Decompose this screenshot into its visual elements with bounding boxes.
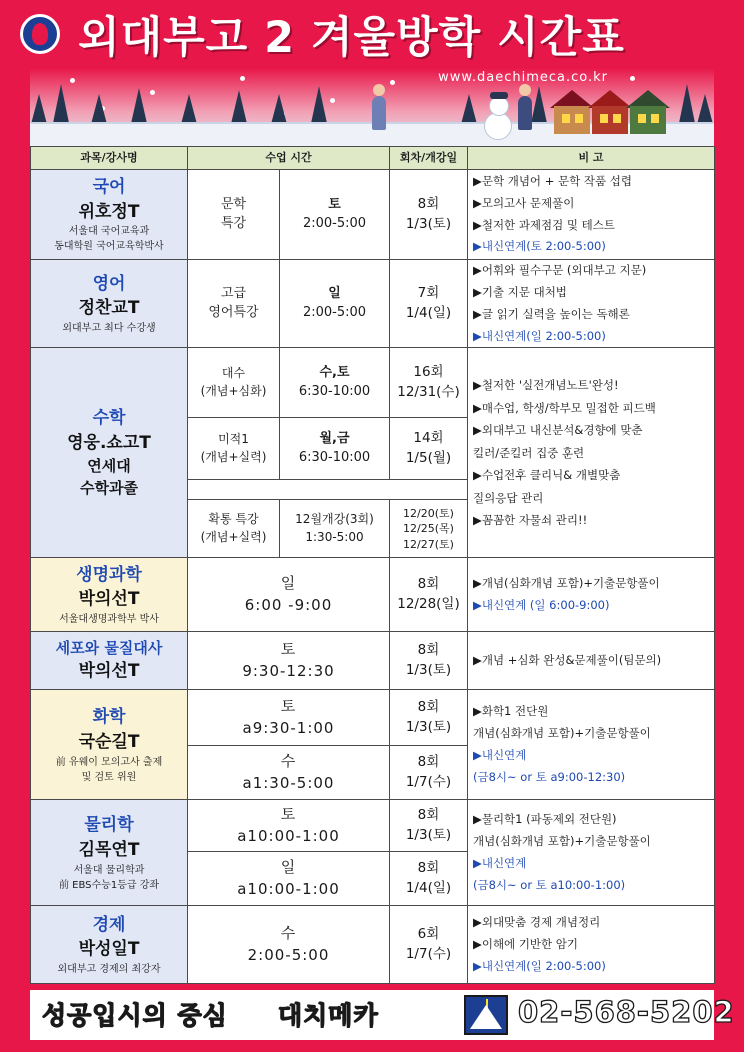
slogan-text: 성공입시의 중심 <box>42 1001 228 1030</box>
remarks-biology: ▶개념(심화개념 포함)+기출문항풀이 ▶내신연계 (일 6:00-9:00) <box>468 558 715 632</box>
remarks-math: ▶철저한 '실전개념노트'완성! ▶매수업, 학생/학부모 밀접한 피드백 ▶외대부고 내신분석&경향에 맞춘 킬러/준킬러 집중 훈련 ▶수업전후 클리닉& 개별맞춤 질의응답 관리 ▶꼼꼼한 자물쇠 관리!! <box>468 348 715 558</box>
col-header-time: 수업 시간 <box>188 147 390 170</box>
skater-figure <box>372 96 386 130</box>
class-time: 수 a1:30-5:00 <box>188 746 390 800</box>
remarks-korean: ▶문학 개념어 + 문학 작품 섭렵 ▶모의고사 문제풀이 ▶철저한 과제점검 및 테스트 ▶내신연계(토 2:00-5:00) <box>468 170 715 260</box>
course-name: 고급 영어특강 <box>188 260 280 348</box>
house-icon <box>592 106 628 134</box>
col-header-subject: 과목/강사명 <box>31 147 188 170</box>
table-row-physics <box>31 800 715 852</box>
table-row-chemistry <box>31 690 715 746</box>
subject-cell-cell-metabolism: 세포와 물질대사 박의선T <box>31 632 188 690</box>
phone-number[interactable]: 02-568-5202 <box>518 995 735 1029</box>
remarks-economics: ▶외대맞춤 경제 개념정리 ▶이해에 기반한 암기 ▶내신연계(일 2:00-5:00) <box>468 906 715 984</box>
session-info: 7회 1/4(일) <box>390 260 468 348</box>
class-time: 토 2:00-5:00 <box>280 170 390 260</box>
subject-name: 국어 <box>92 176 126 197</box>
remarks-english: ▶어휘와 필수구문 (외대부고 지문) ▶기출 지문 대처법 ▶글 읽기 실력을 높이는 독해론 ▶내신연계(일 2:00-5:00) <box>468 260 715 348</box>
session-info: 8회 1/3(토) <box>390 632 468 690</box>
winter-scene-illustration <box>30 68 714 148</box>
subject-cell-biology: 생명과학 박의선T 서울대생명과학부 박사 <box>31 558 188 632</box>
table-row-economics <box>31 906 715 984</box>
teacher-name: 위호정T <box>78 201 140 222</box>
session-info: 14회 1/5(월) <box>390 418 468 480</box>
table-row-korean <box>31 170 715 260</box>
session-info: 8회 1/7(수) <box>390 746 468 800</box>
remarks-chemistry: ▶화학1 전단원 개념(심화개념 포함)+기출문항풀이 ▶내신연계 (금8시~ or 토 a9:00-12:30) <box>468 690 715 800</box>
class-time: 12월개강(3회) 1:30-5:00 <box>280 500 390 558</box>
session-info: 8회 1/3(토) <box>390 690 468 746</box>
footer-banner <box>30 990 735 1040</box>
course-name: 대수 (개념+심화) <box>188 348 280 418</box>
subject-cell-physics: 물리학 김목연T 서울대 물리학과 前 EBS수능1등급 강좌 <box>31 800 188 906</box>
remarks-physics: ▶물리학1 (파동제외 전단원) 개념(심화개념 포함)+기출문항풀이 ▶내신연계 (금8시~ or 토 a10:00-1:00) <box>468 800 715 906</box>
class-time: 일 6:00 -9:00 <box>188 558 390 632</box>
remarks-cell: ▶개념 +심화 완성&문제풀이(팀문의) <box>468 632 715 690</box>
course-name: 미적1 (개념+실력) <box>188 418 280 480</box>
teacher-info: 서울대 국어교육과 <box>68 226 150 238</box>
table-row-cell <box>31 632 715 690</box>
website-url: www.daechimeca.co.kr <box>438 70 608 85</box>
poster-header <box>0 0 744 70</box>
teacher-info: 동대학원 국어교육학박사 <box>54 241 164 253</box>
class-time: 수 2:00-5:00 <box>188 906 390 984</box>
class-time: 토 a9:30-1:00 <box>188 690 390 746</box>
subject-cell-chemistry: 화학 국순길T 前 유웨이 모의고사 출제 및 검토 위원 <box>31 690 188 800</box>
session-info: 12/20(토) 12/25(목) 12/27(토) <box>390 500 468 558</box>
course-name: 확통 특강 (개념+실력) <box>188 500 280 558</box>
table-row-math <box>31 348 715 418</box>
class-time: 수,토 6:30-10:00 <box>280 348 390 418</box>
col-header-count: 회차/개강일 <box>390 147 468 170</box>
subject-cell-economics: 경제 박성일T 외대부고 경제의 최강자 <box>31 906 188 984</box>
class-time: 일 2:00-5:00 <box>280 260 390 348</box>
session-info: 6회 1/7(수) <box>390 906 468 984</box>
timetable <box>30 146 715 984</box>
school-logo-icon <box>20 14 60 54</box>
course-name: 문학 특강 <box>188 170 280 260</box>
class-time: 토 9:30-12:30 <box>188 632 390 690</box>
session-info: 8회 1/4(일) <box>390 852 468 906</box>
subject-cell-english: 영어 정찬교T 외대부고 최다 수강생 <box>31 260 188 348</box>
subject-cell-math: 수학 영웅.쇼고T 연세대 수학과졸 <box>31 348 188 558</box>
house-icon <box>630 106 666 134</box>
session-info: 8회 1/3(토) <box>390 170 468 260</box>
house-icon <box>554 106 590 134</box>
col-header-remarks: 비 고 <box>468 147 715 170</box>
subject-cell-korean <box>31 170 188 260</box>
class-time: 월,금 6:30-10:00 <box>280 418 390 480</box>
snowman-figure <box>482 92 514 140</box>
session-info: 16회 12/31(수) <box>390 348 468 418</box>
brand-name: 대치메카 <box>278 1001 379 1030</box>
child-figure <box>518 96 532 130</box>
page-title: 외대부고 2 겨울방학 시간표 <box>78 13 625 63</box>
class-time: 토 a10:00-1:00 <box>188 800 390 852</box>
session-info: 8회 12/28(일) <box>390 558 468 632</box>
mountain-logo-icon <box>464 995 508 1035</box>
table-row-biology <box>31 558 715 632</box>
session-info: 8회 1/3(토) <box>390 800 468 852</box>
table-row-english <box>31 260 715 348</box>
class-time: 일 a10:00-1:00 <box>188 852 390 906</box>
